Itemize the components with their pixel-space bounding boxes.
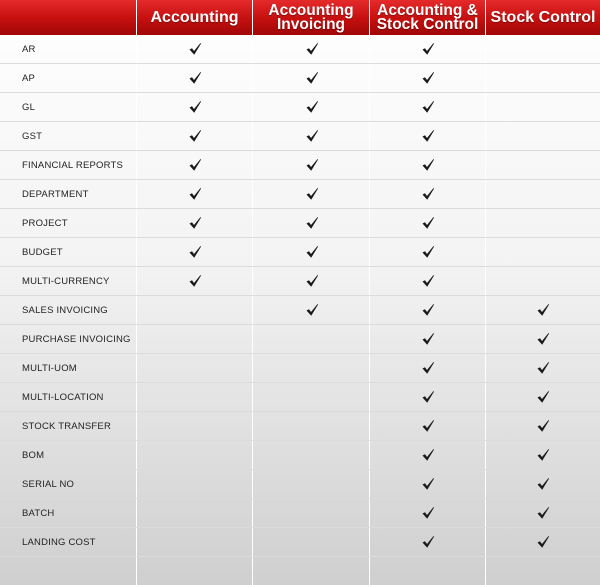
- cell-accounting-stock-control: [370, 151, 486, 180]
- cell-stock-control: [486, 325, 600, 354]
- cell-stock-control: [486, 296, 600, 325]
- cell-accounting-stock-control: [370, 64, 486, 93]
- feature-label: STOCK TRANSFER: [0, 412, 137, 441]
- checkmark-icon: [421, 100, 435, 114]
- table-row: [0, 383, 600, 412]
- header-blank-cell: [0, 0, 137, 35]
- cell-accounting: [137, 441, 253, 470]
- cell-accounting: [137, 296, 253, 325]
- cell-stock-control: [486, 151, 600, 180]
- table-row: [0, 325, 600, 354]
- cell-accounting-invoicing: [253, 296, 370, 325]
- checkmark-icon: [421, 419, 435, 433]
- cell-accounting: [137, 209, 253, 238]
- table-row: [0, 180, 600, 209]
- cell-accounting-invoicing: [253, 122, 370, 151]
- cell-accounting-invoicing: [253, 470, 370, 499]
- table-row: [0, 441, 600, 470]
- feature-label: MULTI-UOM: [0, 354, 137, 383]
- checkmark-icon: [421, 158, 435, 172]
- feature-label: BOM: [0, 441, 137, 470]
- cell-accounting-invoicing: [253, 180, 370, 209]
- checkmark-icon: [536, 419, 550, 433]
- cell-accounting-invoicing: [253, 64, 370, 93]
- checkmark-icon: [421, 535, 435, 549]
- header-accounting-invoicing: [253, 0, 370, 35]
- cell-stock-control: [486, 354, 600, 383]
- checkmark-icon: [305, 42, 319, 56]
- checkmark-icon: [421, 274, 435, 288]
- header-stock-control: [486, 0, 600, 35]
- cell-accounting-stock-control: [370, 499, 486, 528]
- cell-accounting-stock-control: [370, 93, 486, 122]
- header-accounting-invoicing-line2: Invoicing: [276, 15, 346, 33]
- checkmark-icon: [188, 187, 202, 201]
- header-accounting-stock-control-line1: Accounting &: [377, 1, 478, 19]
- cell-accounting-stock-control: [370, 35, 486, 64]
- feature-label: SERIAL NO: [0, 470, 137, 499]
- feature-label: BUDGET: [0, 238, 137, 267]
- table-row: [0, 151, 600, 180]
- cell-accounting: [137, 383, 253, 412]
- table-row: [0, 296, 600, 325]
- cell-accounting-invoicing: [253, 383, 370, 412]
- checkmark-icon: [536, 390, 550, 404]
- cell-stock-control: [486, 180, 600, 209]
- header-accounting: [137, 0, 253, 35]
- cell-accounting-invoicing: [253, 528, 370, 557]
- cell-accounting-stock-control: [370, 180, 486, 209]
- cell-accounting-invoicing: [253, 35, 370, 64]
- checkmark-icon: [188, 100, 202, 114]
- checkmark-icon: [188, 42, 202, 56]
- table-row: [0, 267, 600, 296]
- cell-accounting-stock-control: [370, 383, 486, 412]
- cell-accounting-invoicing: [253, 267, 370, 296]
- cell-accounting-stock-control: [370, 296, 486, 325]
- cell-accounting-invoicing: [253, 412, 370, 441]
- cell-accounting: [137, 122, 253, 151]
- feature-label: GL: [0, 93, 137, 122]
- checkmark-icon: [305, 129, 319, 143]
- table-row: [0, 528, 600, 557]
- cell-accounting-stock-control: [370, 528, 486, 557]
- checkmark-icon: [188, 216, 202, 230]
- feature-label: BATCH: [0, 499, 137, 528]
- cell-accounting-stock-control: [370, 209, 486, 238]
- checkmark-icon: [421, 390, 435, 404]
- checkmark-icon: [305, 216, 319, 230]
- checkmark-icon: [305, 274, 319, 288]
- cell-accounting-stock-control: [370, 412, 486, 441]
- checkmark-icon: [188, 129, 202, 143]
- cell-accounting-invoicing: [253, 93, 370, 122]
- feature-rows: [0, 35, 600, 557]
- cell-stock-control: [486, 412, 600, 441]
- table-row: [0, 499, 600, 528]
- cell-stock-control: [486, 267, 600, 296]
- table-row: [0, 93, 600, 122]
- cell-accounting: [137, 35, 253, 64]
- cell-stock-control: [486, 93, 600, 122]
- checkmark-icon: [305, 245, 319, 259]
- cell-stock-control: [486, 209, 600, 238]
- feature-label: MULTI-CURRENCY: [0, 267, 137, 296]
- checkmark-icon: [421, 42, 435, 56]
- cell-accounting-stock-control: [370, 325, 486, 354]
- table-row: [0, 354, 600, 383]
- cell-accounting-invoicing: [253, 441, 370, 470]
- cell-accounting-stock-control: [370, 354, 486, 383]
- feature-label: LANDING COST: [0, 528, 137, 557]
- table-row: [0, 122, 600, 151]
- checkmark-icon: [188, 245, 202, 259]
- cell-stock-control: [486, 528, 600, 557]
- feature-label: PURCHASE INVOICING: [0, 325, 137, 354]
- feature-label: DEPARTMENT: [0, 180, 137, 209]
- checkmark-icon: [536, 332, 550, 346]
- cell-stock-control: [486, 35, 600, 64]
- feature-label: GST: [0, 122, 137, 151]
- checkmark-icon: [421, 506, 435, 520]
- checkmark-icon: [421, 303, 435, 317]
- cell-accounting: [137, 528, 253, 557]
- cell-accounting-invoicing: [253, 209, 370, 238]
- checkmark-icon: [421, 187, 435, 201]
- header-accounting-stock-control-line2: Stock Control: [376, 15, 479, 33]
- cell-accounting: [137, 180, 253, 209]
- cell-accounting: [137, 354, 253, 383]
- header-accounting-invoicing-line1: Accounting: [268, 1, 354, 19]
- feature-label: SALES INVOICING: [0, 296, 137, 325]
- checkmark-icon: [421, 245, 435, 259]
- checkmark-icon: [536, 361, 550, 375]
- feature-label: PROJECT: [0, 209, 137, 238]
- cell-accounting: [137, 412, 253, 441]
- cell-accounting-stock-control: [370, 441, 486, 470]
- cell-stock-control: [486, 64, 600, 93]
- checkmark-icon: [305, 158, 319, 172]
- cell-accounting: [137, 64, 253, 93]
- cell-accounting-stock-control: [370, 122, 486, 151]
- cell-accounting-stock-control: [370, 470, 486, 499]
- table-row: [0, 470, 600, 499]
- checkmark-icon: [421, 332, 435, 346]
- table-header: [0, 0, 600, 35]
- feature-label: MULTI-LOCATION: [0, 383, 137, 412]
- feature-label: AR: [0, 35, 137, 64]
- checkmark-icon: [188, 71, 202, 85]
- cell-accounting: [137, 325, 253, 354]
- cell-stock-control: [486, 499, 600, 528]
- cell-accounting-invoicing: [253, 354, 370, 383]
- cell-accounting: [137, 267, 253, 296]
- feature-label: AP: [0, 64, 137, 93]
- checkmark-icon: [305, 303, 319, 317]
- cell-stock-control: [486, 122, 600, 151]
- table-row: [0, 412, 600, 441]
- checkmark-icon: [536, 448, 550, 462]
- table-row: [0, 238, 600, 267]
- table-row: [0, 35, 600, 64]
- cell-accounting-invoicing: [253, 151, 370, 180]
- cell-accounting: [137, 470, 253, 499]
- header-stock-control-line1: Stock Control: [490, 8, 596, 26]
- checkmark-icon: [421, 477, 435, 491]
- table-row: [0, 209, 600, 238]
- checkmark-icon: [305, 100, 319, 114]
- checkmark-icon: [536, 506, 550, 520]
- cell-accounting-invoicing: [253, 499, 370, 528]
- cell-accounting-stock-control: [370, 238, 486, 267]
- checkmark-icon: [305, 187, 319, 201]
- header-accounting-stock-control: [370, 0, 486, 35]
- checkmark-icon: [421, 448, 435, 462]
- feature-label: FINANCIAL REPORTS: [0, 151, 137, 180]
- checkmark-icon: [421, 71, 435, 85]
- cell-accounting-stock-control: [370, 267, 486, 296]
- checkmark-icon: [188, 158, 202, 172]
- cell-accounting: [137, 151, 253, 180]
- checkmark-icon: [421, 361, 435, 375]
- cell-accounting: [137, 93, 253, 122]
- cell-accounting-invoicing: [253, 238, 370, 267]
- checkmark-icon: [305, 71, 319, 85]
- cell-stock-control: [486, 441, 600, 470]
- header-accounting-line1: Accounting: [150, 8, 239, 26]
- checkmark-icon: [188, 274, 202, 288]
- table-row: [0, 64, 600, 93]
- cell-stock-control: [486, 383, 600, 412]
- cell-accounting-invoicing: [253, 325, 370, 354]
- checkmark-icon: [421, 216, 435, 230]
- checkmark-icon: [536, 535, 550, 549]
- checkmark-icon: [536, 477, 550, 491]
- cell-stock-control: [486, 238, 600, 267]
- cell-stock-control: [486, 470, 600, 499]
- cell-accounting: [137, 238, 253, 267]
- cell-accounting: [137, 499, 253, 528]
- checkmark-icon: [421, 129, 435, 143]
- checkmark-icon: [536, 303, 550, 317]
